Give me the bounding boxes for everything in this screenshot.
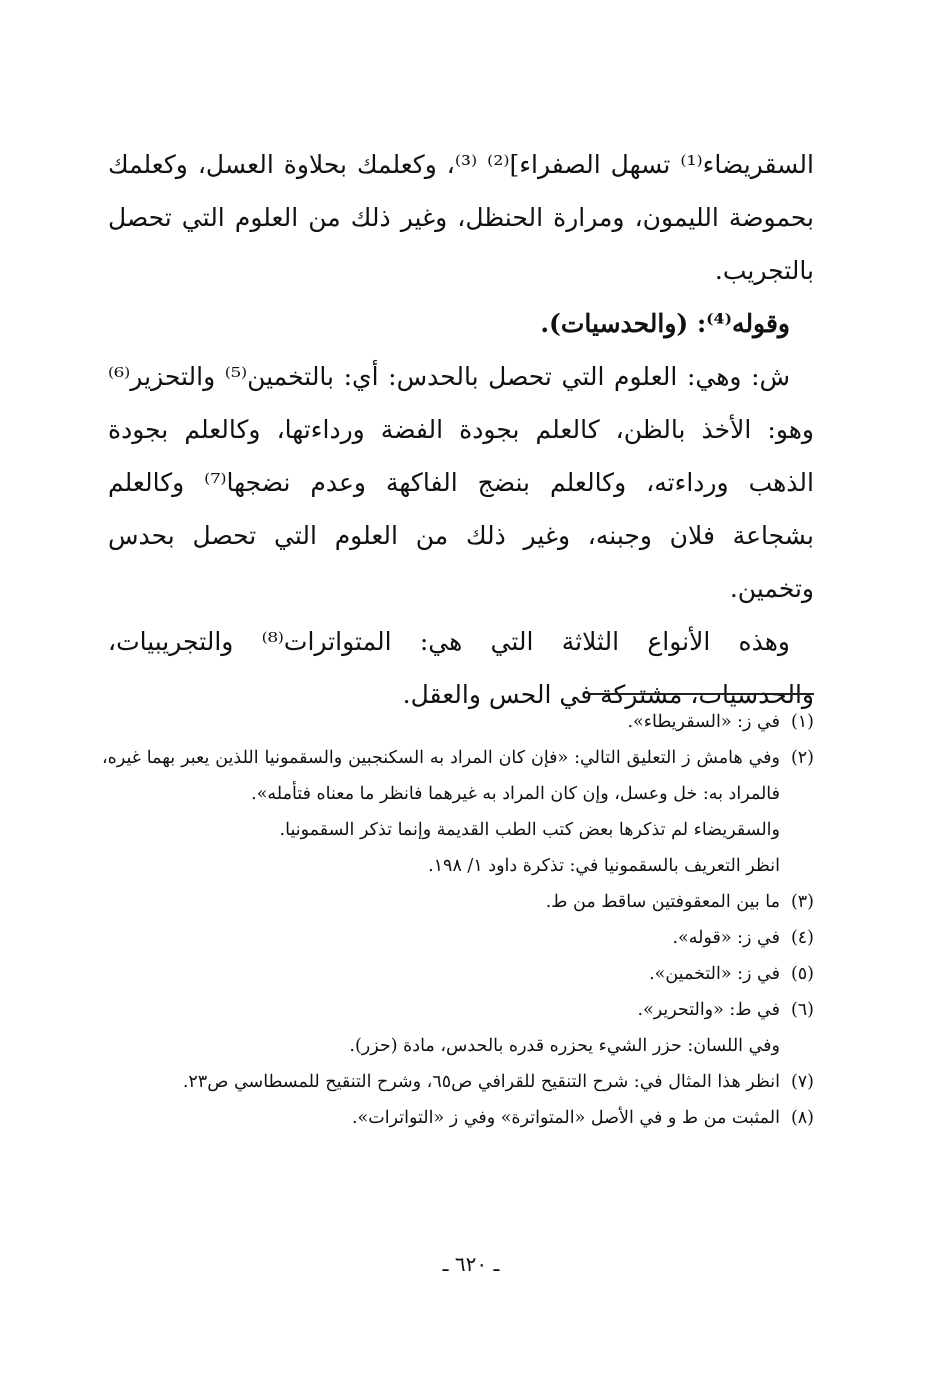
footnote-text: ما بين المعقوفتين ساقط من ط. (545, 892, 780, 912)
paragraph-4: وهذه الأنواع الثلاثة التي هي: المتواترات⁽⁸⁾ والتجريبيات، والحدسيات، مشتركة في الحس والعقل. (108, 627, 814, 709)
footnote-4 (102, 920, 814, 956)
paragraph-1: السقريضاء⁽¹⁾ تسهل الصفراء]⁽²⁾ ⁽³⁾، وكعلمك بحلاوة العسل، وكعلمك بحموضة الليمون، ومرارة الحنظل، وغير ذلك من العلوم التي تحصل بالتجريب. (108, 150, 814, 285)
footnote-text: في ز: «التخمين». (649, 964, 780, 984)
footnote-text: في ط: «والتحرير». (637, 1000, 780, 1020)
paragraph-3: ش: وهي: العلوم التي تحصل بالحدس: أي: بالتخمين⁽⁵⁾ والتحزير⁽⁶⁾ وهو: الأخذ بالظن، كالعلم بجودة الفضة ورداءتها، وكالعلم بجودة الذهب ورداءته، وكالعلم بنضج الفاكهة وعدم نضجها⁽⁷⁾ وكالعلم بشجاعة فلان وجبنه، وغير ذلك من العلوم التي تحصل بحدس وتخمين. (108, 362, 814, 603)
page-number: ـ ٦٢٠ ـ (442, 1252, 500, 1276)
footnote-3 (102, 884, 814, 920)
footnote-number: (٧) (790, 1072, 814, 1092)
footnote-text: في ز: «قوله». (672, 928, 780, 948)
footnote-1 (102, 704, 814, 740)
footnote-7 (102, 1064, 814, 1100)
footnote-number: (٣) (790, 892, 814, 912)
footnote-number: (٥) (790, 964, 814, 984)
paragraph-2-prefix: وقوله⁽⁴⁾: (688, 309, 790, 338)
main-text (108, 138, 814, 721)
footnote-5 (102, 956, 814, 992)
footnote-6 (102, 992, 814, 1064)
footnote-text: وفي هامش ز التعليق التالي: «فإن كان المراد به السكنجبين والسقمونيا اللذين يعبر بهما غيره، فالمراد به: خل وعسل، وإن كان المراد به غيرهما فانظر ما معناه فتأمله». (102, 748, 780, 804)
paragraph-2 (108, 297, 814, 350)
footnote-text: انظر التعريف بالسقمونيا في: تذكرة داود ١/ ١٩٨. (428, 856, 780, 876)
footnote-text: في ز: «السقريطاء». (627, 712, 780, 732)
footnote-text: المثبت من ط و في الأصل «المتواترة» وفي ز «التواترات». (351, 1108, 780, 1128)
footnotes (102, 704, 814, 1136)
footnote-text: انظر هذا المثال في: شرح التنقيح للقرافي ص٦٥، وشرح التنقيح للمسطاسي ص٢٣. (182, 1072, 780, 1092)
footnote-number: (٢) (790, 748, 814, 768)
footnote-text: والسقريضاء لم تذكرها بعض كتب الطب القديمة وإنما تذكر السقمونيا. (279, 820, 780, 840)
footnote-text: وفي اللسان: حزر الشيء يحزره قدره بالحدس، مادة (حزر). (349, 1036, 780, 1056)
footnote-separator (588, 693, 814, 695)
footnote-2 (102, 740, 814, 884)
footnote-number: (١) (790, 712, 814, 732)
paragraph-2-bold: (والحدسيات). (540, 309, 689, 338)
footnote-number: (٨) (790, 1108, 814, 1128)
footnote-number: (٦) (790, 1000, 814, 1020)
footnote-number: (٤) (790, 928, 814, 948)
footnote-8 (102, 1100, 814, 1136)
